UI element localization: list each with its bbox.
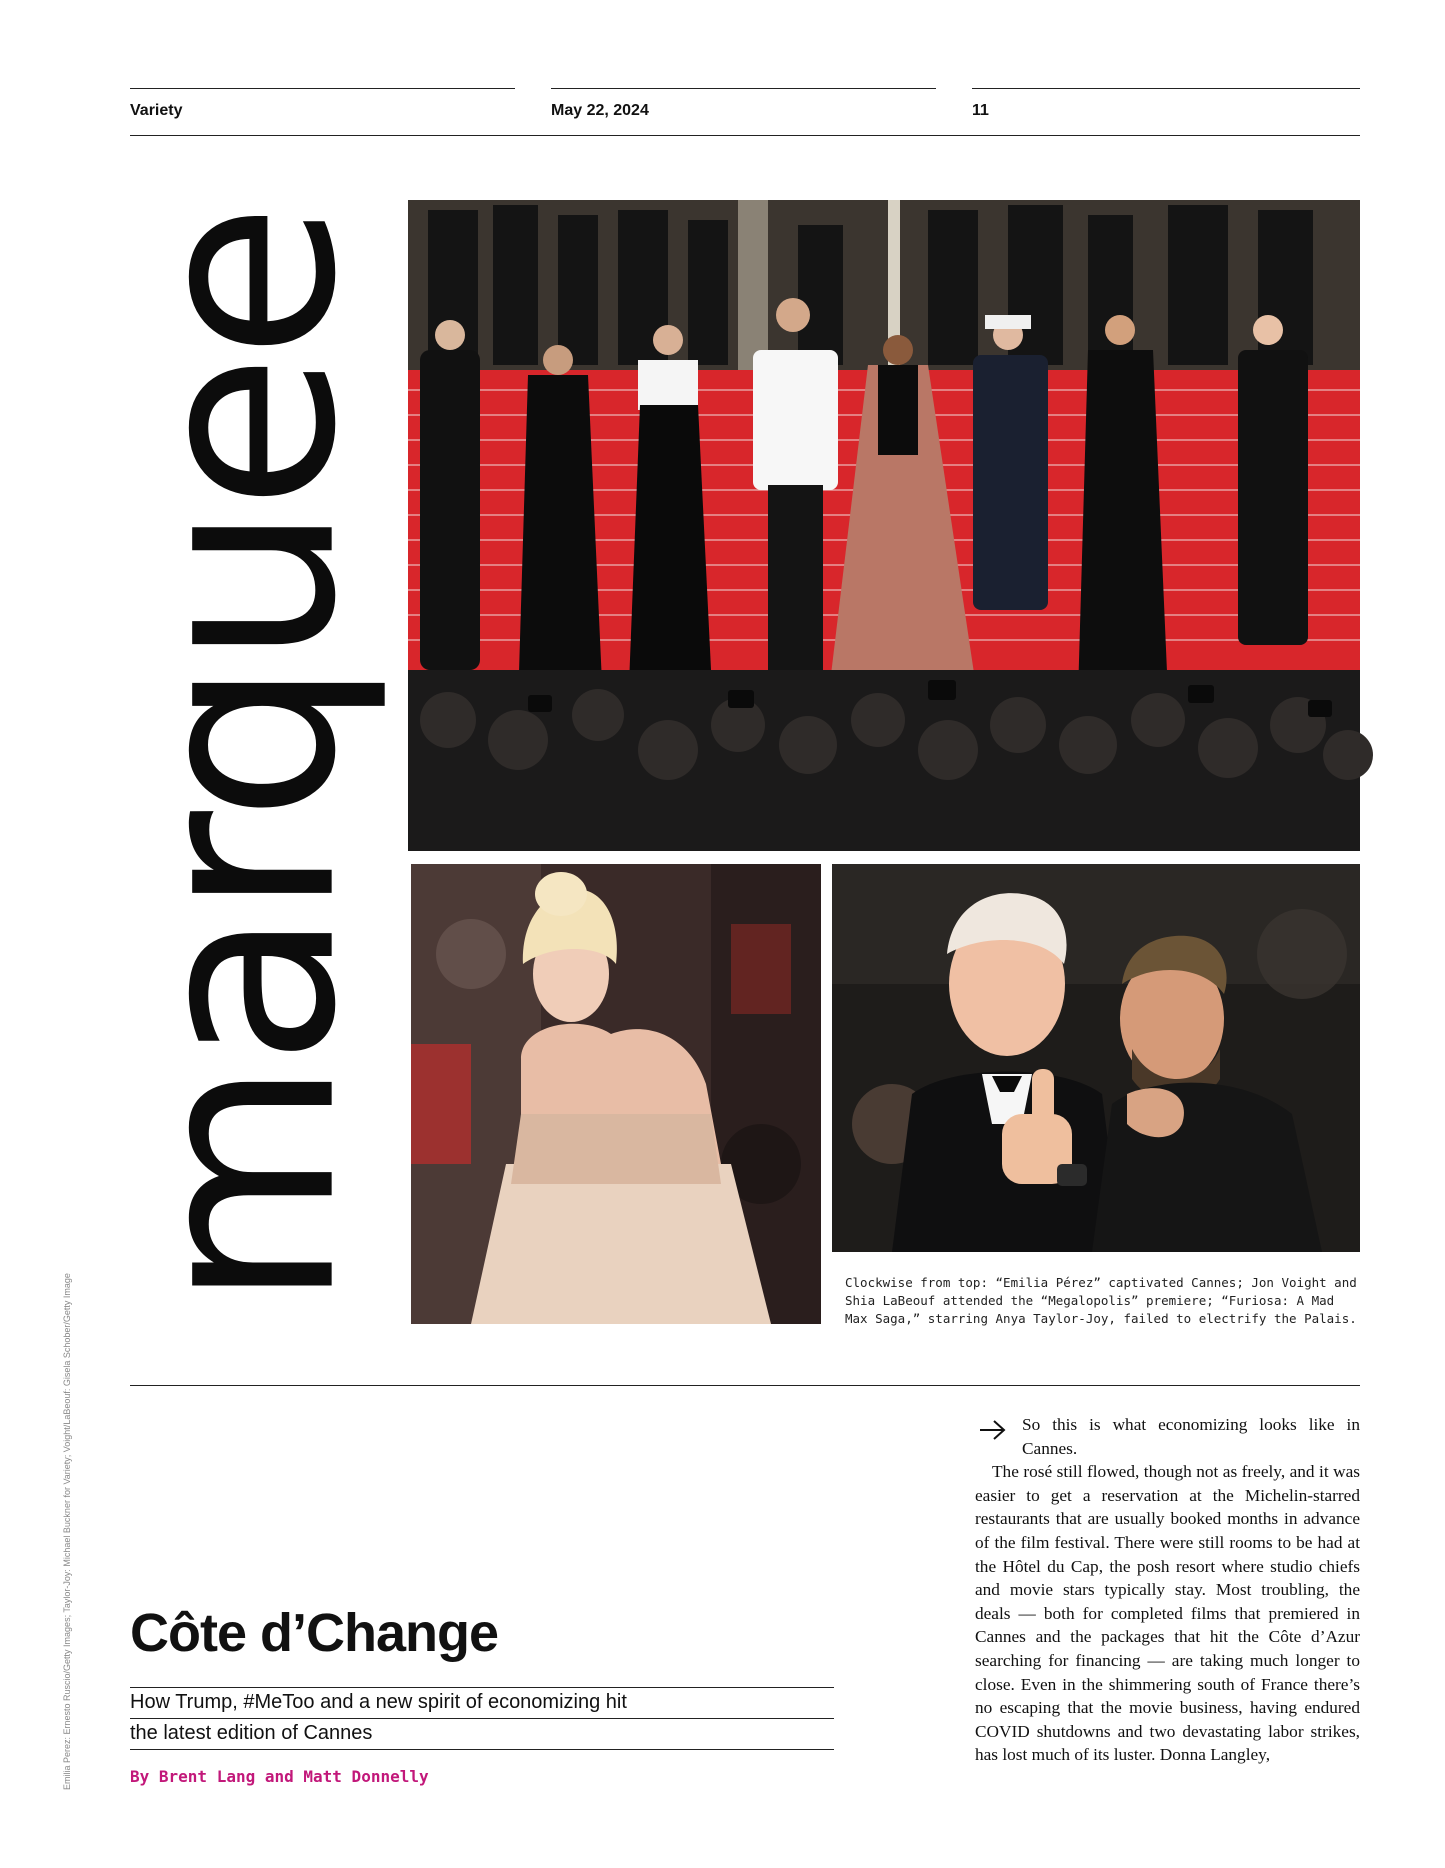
- section-title: [95, 190, 393, 1326]
- dek-rule-3: [130, 1749, 834, 1750]
- article-top-rule: [130, 1385, 1360, 1386]
- article-dek-line-1: How Trump, #MeToo and a new spirit of economizing hit: [130, 1691, 627, 1713]
- publication-name: Variety: [130, 102, 183, 119]
- thumbs-up-illustration: [832, 864, 1360, 1252]
- section-title-text: marquee: [95, 207, 393, 1309]
- article-body: [975, 1413, 1360, 1767]
- article-paragraph: The rosé still flowed, though not as freely, and it was easier to get a reservation at the Michelin-starred restaurants that are usually booked months in advance of the film festival. There were still rooms to be had at the Hôtel du Cap, the posh resort where studio chiefs and movie stars typically stay. Most troubling, the deals — both for completed films that premiered in Cannes and the packages that hit the Côte d’Azur searching for financing — are taking much longer to close. Even in the shimmering south of France there’s no escaping that the movie business, having endured COVID shutdowns and two devastating labor strikes, has lost much of its luster. Donna Langley,: [975, 1462, 1360, 1765]
- article-byline: By Brent Lang and Matt Donnelly: [130, 1767, 429, 1786]
- header-top-rule-3: [972, 88, 1360, 89]
- article-lead-paragraph: So this is what economizing looks like in Cannes.: [1022, 1415, 1360, 1458]
- gown-portrait-illustration: [411, 864, 821, 1324]
- article-headline: Côte d’Change: [130, 1603, 499, 1663]
- photo-caption: Clockwise from top: “Emilia Pérez” captivated Cannes; Jon Voight and Shia LaBeouf attended the “Megalopolis” premiere; “Furiosa: A Mad Max Saga,” starring Anya Taylor-Joy, failed to electrify the Palais.: [845, 1275, 1357, 1326]
- issue-date: May 22, 2024: [551, 102, 649, 119]
- thumbs-up-photo: [832, 864, 1360, 1252]
- photo-credits: Emilia Perez: Ernesto Ruscio/Getty Images; Taylor-Joy: Michael Buckner for Variety; Voight/LaBeouf: Gisela Schober/Getty Image: [62, 1273, 72, 1790]
- red-carpet-group-photo: [408, 200, 1360, 851]
- article-dek-line-2: the latest edition of Cannes: [130, 1722, 373, 1744]
- header-top-rule-1: [130, 88, 515, 89]
- red-carpet-illustration: [408, 200, 1360, 851]
- header-bottom-rule: [130, 135, 1360, 136]
- gown-portrait-photo: [411, 864, 821, 1324]
- page-number: 11: [972, 102, 989, 119]
- header-top-rule-2: [551, 88, 936, 89]
